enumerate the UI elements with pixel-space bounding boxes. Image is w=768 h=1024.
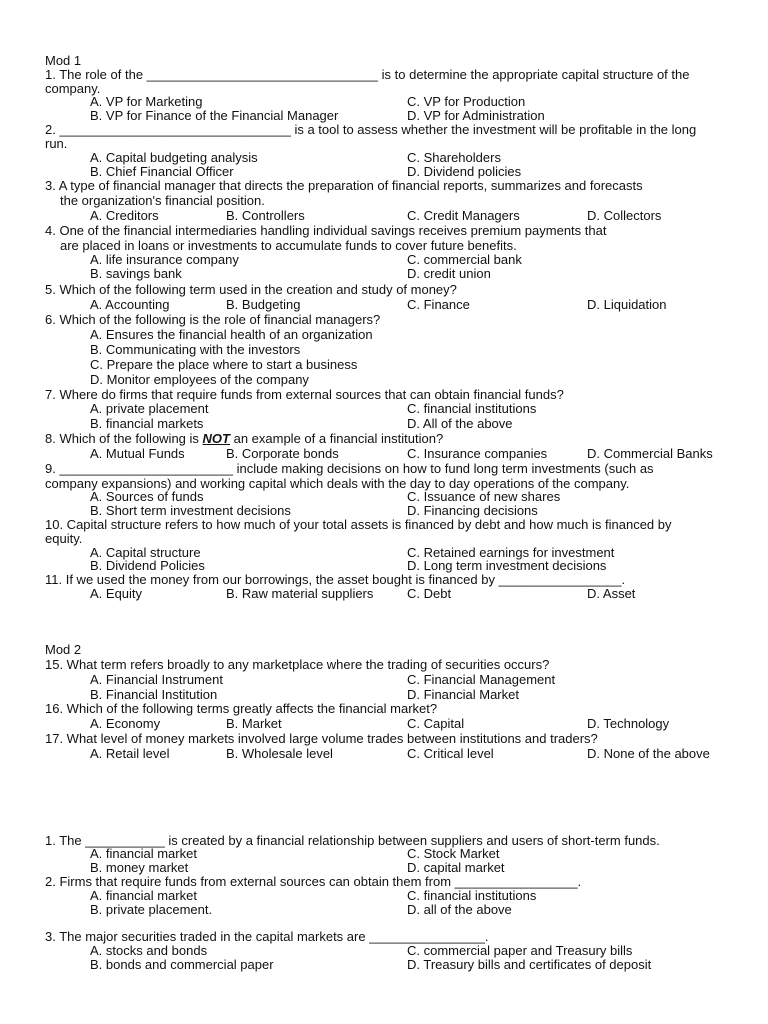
line-text: A. Equity <box>90 586 143 601</box>
text-line <box>407 95 525 109</box>
text-line <box>90 958 274 972</box>
line-text: 5. Which of the following term used in the creation and study of money? <box>45 282 457 297</box>
text-line <box>407 559 606 573</box>
text-line <box>90 847 197 861</box>
line-text: 3. The major securities traded in the capital markets are <box>45 929 370 944</box>
text-line <box>407 253 522 267</box>
text-line <box>90 267 182 281</box>
line-text: include making decisions on how to fund long term investments (such as <box>233 461 654 476</box>
line-text: 1. The <box>45 833 86 848</box>
text-line <box>407 209 520 223</box>
text-line <box>90 417 203 431</box>
line-text: D. All of the above <box>407 416 513 431</box>
text-line <box>90 889 197 903</box>
line-text: D. Financial Market <box>407 687 519 702</box>
line-text: . <box>484 929 489 944</box>
line-text: A. Accounting <box>90 297 170 312</box>
line-text: 1. The role of the <box>45 67 147 82</box>
text-line <box>45 432 443 446</box>
line-text: D. Collectors <box>587 208 662 223</box>
line-text: C. Capital <box>407 716 465 731</box>
text-line <box>407 673 555 687</box>
line-text: is created by a financial relationship between suppliers and users of short-term funds. <box>164 833 660 848</box>
text-line <box>90 358 357 372</box>
text-line <box>407 958 651 972</box>
line-text: B. Dividend Policies <box>90 558 205 573</box>
line-text: is a tool to assess whether the investment will be profitable in the long <box>290 122 697 137</box>
text-line <box>90 447 185 461</box>
text-line <box>407 944 632 958</box>
text-line <box>226 209 305 223</box>
line-text: D. Commercial Banks <box>587 446 713 461</box>
line-text: 2. <box>45 122 60 137</box>
line-text: D. Dividend policies <box>407 164 522 179</box>
text-line <box>407 861 505 875</box>
line-text: B. financial markets <box>90 416 204 431</box>
text-line <box>587 587 635 601</box>
text-line <box>407 847 499 861</box>
text-line <box>45 388 564 402</box>
text-line <box>226 298 300 312</box>
answer-blank: ________________________ <box>59 461 233 476</box>
line-text: B. bonds and commercial paper <box>90 957 274 972</box>
text-line <box>407 165 521 179</box>
text-line <box>226 447 339 461</box>
text-line <box>90 903 212 917</box>
text-line <box>226 587 373 601</box>
line-text: B. Controllers <box>226 208 305 223</box>
line-text: B. Corporate bonds <box>226 446 339 461</box>
line-text: A. Retail level <box>90 746 170 761</box>
line-text: A. life insurance company <box>90 252 239 267</box>
text-line <box>90 95 202 109</box>
line-text: C. Shareholders <box>407 150 501 165</box>
line-text: A. Financial Instrument <box>90 672 223 687</box>
line-text: C. Prepare the place where to start a business <box>90 357 358 372</box>
text-line <box>90 717 160 731</box>
line-text: D. Liquidation <box>587 297 667 312</box>
text-line <box>45 313 380 327</box>
text-line <box>90 209 159 223</box>
line-text: D. Long term investment decisions <box>407 558 607 573</box>
line-text: B. Communicating with the investors <box>90 342 301 357</box>
line-text: B. Chief Financial Officer <box>90 164 234 179</box>
line-text: D. None of the above <box>587 746 710 761</box>
line-text: 10. Capital structure refers to how much of your total assets is financed by debt and how much is financed by <box>45 517 672 532</box>
line-text: company expansions) and working capital which deals with the day to day operations of the company. <box>45 476 630 491</box>
text-line <box>407 717 464 731</box>
text-line <box>90 688 217 702</box>
line-text: C. Credit Managers <box>407 208 520 223</box>
text-line <box>407 447 547 461</box>
line-text: A. Creditors <box>90 208 159 223</box>
answer-blank: _________________ <box>498 572 622 587</box>
text-line <box>45 930 489 944</box>
text-line <box>407 298 470 312</box>
line-text: 7. Where do firms that require funds from external sources that can obtain financial funds? <box>45 387 564 402</box>
line-text: 9. <box>45 461 60 476</box>
text-line <box>90 587 142 601</box>
line-text: 4. One of the financial intermediaries handling individual savings receives premium payments that <box>45 223 607 238</box>
line-text: D. Monitor employees of the company <box>90 372 309 387</box>
line-text: D. credit union <box>407 266 491 281</box>
line-text: Mod 1 <box>45 53 82 68</box>
line-text: B. private placement. <box>90 902 213 917</box>
text-line <box>45 137 67 151</box>
line-text: 2. Firms that require funds from external sources can obtain them from <box>45 874 455 889</box>
text-line <box>90 328 373 342</box>
text-line <box>90 343 300 357</box>
line-text: 16. Which of the following terms greatly affects the financial market? <box>45 701 438 716</box>
line-text: A. VP for Marketing <box>90 94 203 109</box>
line-text: A. financial market <box>90 888 197 903</box>
line-text: C. financial institutions <box>407 401 537 416</box>
text-line <box>45 123 696 137</box>
line-text: A. financial market <box>90 846 197 861</box>
line-text: A. Economy <box>90 716 161 731</box>
text-line <box>90 298 170 312</box>
answer-blank: ________________________________ <box>59 122 291 137</box>
line-text: A. private placement <box>90 401 209 416</box>
text-line <box>407 417 513 431</box>
text-line <box>45 658 549 672</box>
text-line <box>90 673 223 687</box>
text-line <box>587 747 710 761</box>
text-line <box>90 861 188 875</box>
text-line <box>45 179 643 193</box>
line-text: D. Technology <box>587 716 670 731</box>
line-text: C. financial institutions <box>407 888 537 903</box>
line-text: is to determine the appropriate capital structure of the <box>378 67 690 82</box>
text-line <box>90 373 309 387</box>
line-text: A. Capital budgeting analysis <box>90 150 258 165</box>
text-line <box>407 747 494 761</box>
line-text: B. money market <box>90 860 189 875</box>
line-text: run. <box>45 136 68 151</box>
text-line <box>90 504 291 518</box>
text-line <box>45 573 625 587</box>
line-text: 8. Which of the following is <box>45 431 203 446</box>
line-text: B. Wholesale level <box>226 746 333 761</box>
text-line <box>407 587 451 601</box>
emphasis-not: NOT <box>202 431 230 446</box>
text-line <box>407 490 560 504</box>
text-line <box>45 462 654 476</box>
text-line <box>45 643 81 657</box>
line-text: B. Financial Institution <box>90 687 218 702</box>
text-line <box>407 267 491 281</box>
line-text: D. all of the above <box>407 902 512 917</box>
text-line <box>90 490 203 504</box>
line-text: B. Raw material suppliers <box>226 586 374 601</box>
line-text: are placed in loans or investments to accumulate funds to cover future benefits. <box>60 238 517 253</box>
text-line <box>407 889 536 903</box>
text-line <box>407 109 545 123</box>
line-text: the organization's financial position. <box>60 193 265 208</box>
line-text: C. commercial paper and Treasury bills <box>407 943 633 958</box>
line-text: A. Sources of funds <box>90 489 204 504</box>
text-line <box>45 283 457 297</box>
text-line <box>45 518 672 532</box>
line-text: B. savings bank <box>90 266 182 281</box>
text-line <box>45 702 437 716</box>
answer-blank: ________________ <box>369 929 485 944</box>
line-text: C. Issuance of new shares <box>407 489 561 504</box>
line-text: equity. <box>45 531 83 546</box>
line-text: C. VP for Production <box>407 94 526 109</box>
line-text: C. commercial bank <box>407 252 522 267</box>
text-line <box>407 151 501 165</box>
text-line <box>90 559 205 573</box>
answer-blank: ___________ <box>85 833 165 848</box>
line-text: D. Asset <box>587 586 636 601</box>
line-text: A. Ensures the financial health of an organization <box>90 327 373 342</box>
text-line <box>226 747 333 761</box>
line-text: A. Mutual Funds <box>90 446 185 461</box>
line-text: 3. A type of financial manager that directs the preparation of financial reports, summarizes and forecasts <box>45 178 643 193</box>
line-text: B. Budgeting <box>226 297 301 312</box>
text-line <box>45 732 598 746</box>
text-line <box>45 532 82 546</box>
text-line <box>60 239 517 253</box>
text-line <box>587 209 661 223</box>
text-line <box>60 194 265 208</box>
line-text: C. Debt <box>407 586 452 601</box>
line-text: B. VP for Finance of the Financial Manager <box>90 108 339 123</box>
line-text: C. Retained earnings for investment <box>407 545 615 560</box>
text-line <box>407 903 512 917</box>
line-text: B. Market <box>226 716 282 731</box>
line-text: 11. If we used the money from our borrowings, the asset bought is financed by <box>45 572 499 587</box>
line-text: company. <box>45 81 101 96</box>
line-text: D. Financing decisions <box>407 503 538 518</box>
line-text: A. stocks and bonds <box>90 943 208 958</box>
text-line <box>45 68 689 82</box>
text-line <box>45 224 606 238</box>
text-line <box>587 717 669 731</box>
line-text: D. capital market <box>407 860 505 875</box>
text-line <box>45 54 81 68</box>
line-text: D. VP for Administration <box>407 108 545 123</box>
text-line <box>90 253 239 267</box>
text-line <box>587 298 667 312</box>
line-text: C. Insurance companies <box>407 446 548 461</box>
line-text: B. Short term investment decisions <box>90 503 291 518</box>
text-line <box>90 747 169 761</box>
line-text: C. Finance <box>407 297 470 312</box>
line-text: Mod 2 <box>45 642 82 657</box>
text-line <box>407 504 538 518</box>
line-text: 15. What term refers broadly to any marketplace where the trading of securities occurs? <box>45 657 550 672</box>
line-text: 6. Which of the following is the role of financial managers? <box>45 312 381 327</box>
line-text: A. Capital structure <box>90 545 201 560</box>
line-text: 17. What level of money markets involved large volume trades between institutions and traders? <box>45 731 598 746</box>
text-line <box>587 447 713 461</box>
text-line <box>407 402 536 416</box>
text-line <box>90 165 234 179</box>
text-line <box>90 151 258 165</box>
answer-blank: _________________ <box>454 874 578 889</box>
line-text: D. Treasury bills and certificates of deposit <box>407 957 652 972</box>
line-text: C. Stock Market <box>407 846 500 861</box>
line-text: C. Financial Management <box>407 672 556 687</box>
line-text: . <box>621 572 626 587</box>
text-line <box>90 402 209 416</box>
text-line <box>45 875 581 889</box>
text-line <box>90 109 338 123</box>
answer-blank: ________________________________ <box>146 67 379 82</box>
line-text: C. Critical level <box>407 746 494 761</box>
text-line <box>226 717 282 731</box>
text-line <box>90 944 207 958</box>
line-text: . <box>577 874 582 889</box>
line-text: an example of a financial institution? <box>229 431 444 446</box>
text-line <box>407 688 519 702</box>
